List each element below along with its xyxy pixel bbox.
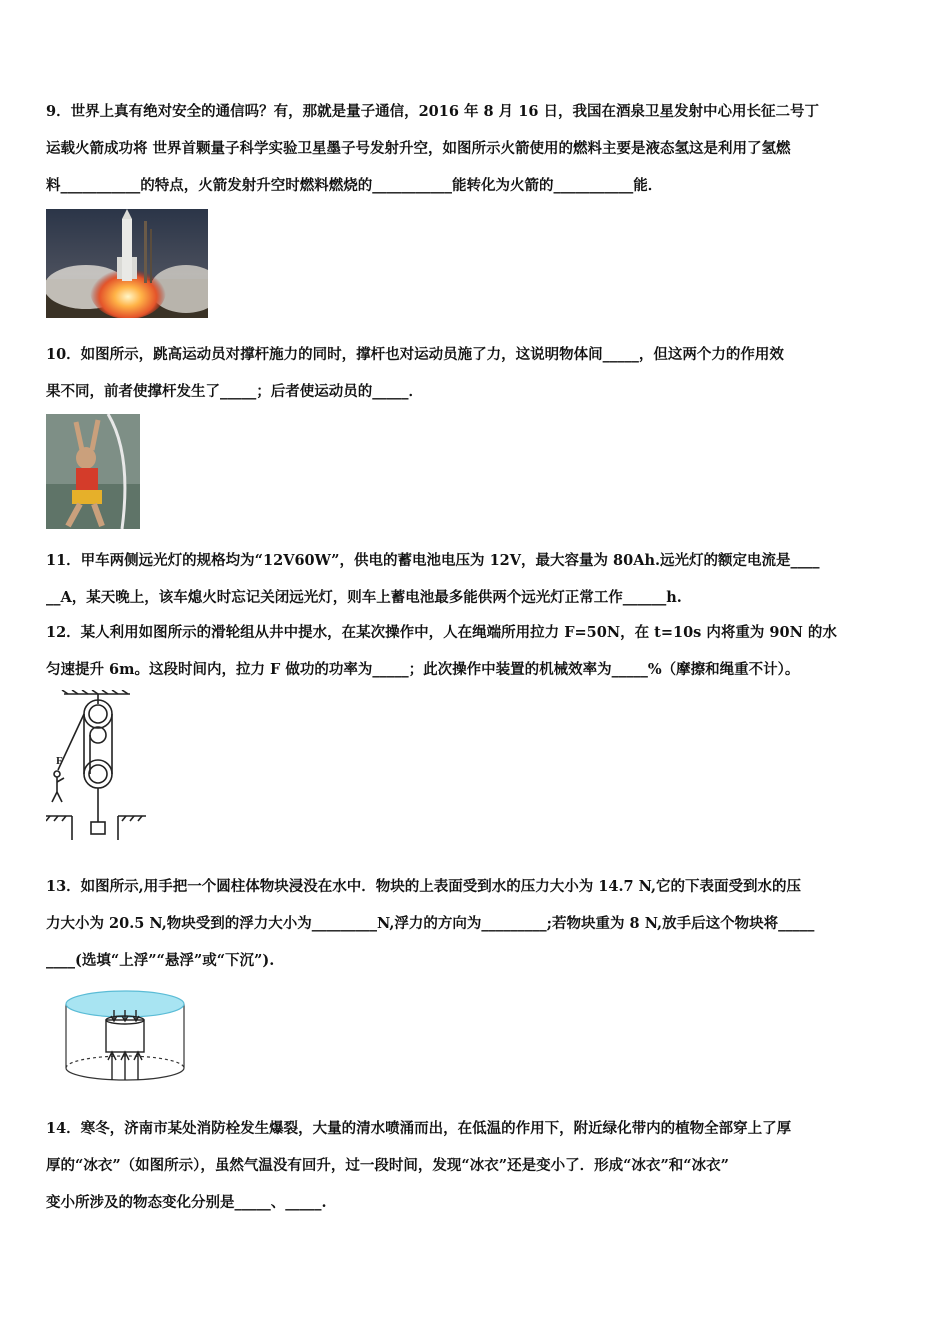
question-9-line-2: 运载火箭成功将 世界首颗量子科学实验卫星墨子号发射升空，如图所示火箭使用的燃料主要是液态氢这是利用了氢燃 [46,140,791,157]
submerged-cylinder-diagram [62,988,188,1084]
question-11 [46,542,908,616]
question-12 [46,614,908,688]
question-12-line-2: 匀速提升 6m。这段时间内，拉力 F 做功的功率为_____；此次操作中装置的机械效率为_____%（摩擦和绳重不计）。 [46,661,800,678]
question-10-line-1: 10．如图所示，跳高运动员对撑杆施力的同时，撑杆也对运动员施了力，这说明物体间_____，但这两个力的作用效 [46,346,784,363]
question-11-line-2: __A，某天晚上，该车熄火时忘记关闭远光灯，则车上蓄电池最多能供两个远光灯正常工作______h. [46,589,682,606]
rocket-launch-photo [46,209,208,318]
question-13-line-2: 力大小为 20.5 N,物块受到的浮力大小为_________N,浮力的方向为_________;若物块重为 8 N,放手后这个物块将_____ [46,915,815,932]
question-13-line-3: ____(选填“上浮”“悬浮”或“下沉”). [46,952,275,969]
question-14-line-1: 14．寒冬，济南市某处消防栓发生爆裂，大量的清水喷涌而出，在低温的作用下，附近绿化带内的植物全部穿上了厚 [46,1120,792,1137]
question-14-line-3: 变小所涉及的物态变化分别是_____、_____. [46,1194,327,1211]
question-14 [46,1110,908,1221]
question-13-line-1: 13．如图所示,用手把一个圆柱体物块浸没在水中．物块的上表面受到水的压力大小为 14.7 N,它的下表面受到水的压 [46,878,802,895]
question-9 [46,93,908,204]
question-10 [46,336,908,410]
force-label: F [56,755,63,767]
pole-vault-photo [46,414,140,529]
question-11-line-1: 11．甲车两侧远光灯的规格均为“12V60W”，供电的蓄电池电压为 12V，最大容量为 80Ah.远光灯的额定电流是____ [46,552,820,569]
question-12-line-1: 12．某人利用如图所示的滑轮组从井中提水，在某次操作中，人在绳端所用拉力 F=50N，在 t=10s 内将重为 90N 的水 [46,624,837,641]
question-13 [46,868,908,979]
question-9-line-3: 料___________的特点，火箭发射升空时燃料燃烧的___________能转化为火箭的___________能． [46,177,663,194]
question-14-line-2: 厚的“冰衣”（如图所示），虽然气温没有回升，过一段时间，发现“冰衣”还是变小了．形成“冰衣”和“冰衣” [46,1157,729,1174]
pulley-system-diagram [46,690,146,840]
question-9-line-1: 9．世界上真有绝对安全的通信吗？有，那就是量子通信，2016 年 8 月 16 日，我国在酒泉卫星发射中心用长征二号丁 [46,103,819,120]
question-10-line-2: 果不同，前者使撑杆发生了_____；后者使运动员的_____． [46,383,423,400]
